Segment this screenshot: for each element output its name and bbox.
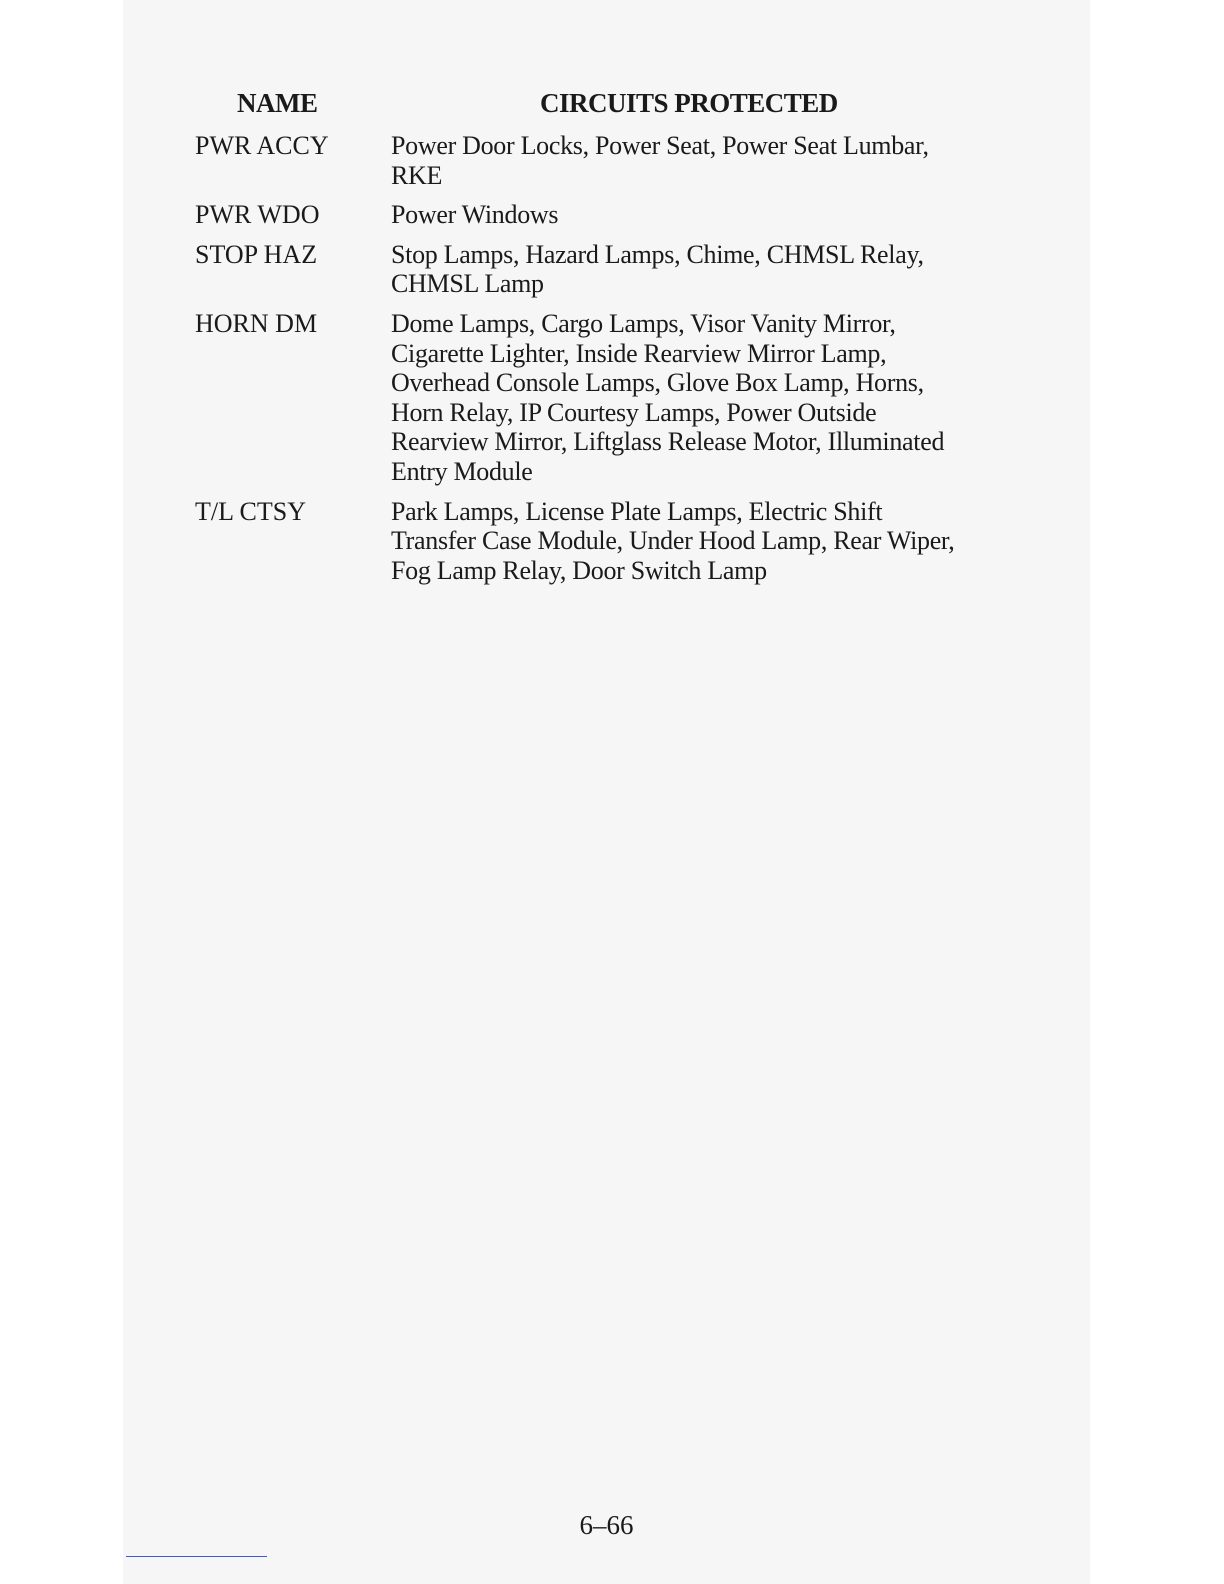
fuse-name: HORN DM [195, 308, 318, 338]
circuits-protected [391, 200, 1011, 230]
fuse-name: T/L CTSY [195, 496, 306, 526]
circuit-line: Power Door Locks, Power Seat, Power Seat Lumbar, [391, 131, 929, 160]
column-header-name: NAME [237, 88, 318, 118]
fuse-name: PWR ACCY [195, 131, 329, 160]
circuit-line: Rearview Mirror, Liftglass Release Motor, Illuminated [391, 427, 945, 457]
circuits-protected [391, 497, 1011, 586]
circuit-line: CHMSL Lamp [391, 269, 544, 299]
circuits-protected [391, 240, 1011, 299]
table-row [123, 309, 1090, 487]
circuits-protected [391, 131, 1011, 190]
table-row [123, 240, 1090, 299]
circuit-line: Dome Lamps, Cargo Lamps, Visor Vanity Mirror, [391, 308, 896, 338]
fuse-name: STOP HAZ [195, 239, 318, 269]
manual-page [123, 0, 1090, 1584]
circuit-line: Power Windows [391, 200, 559, 230]
circuit-line: Stop Lamps, Hazard Lamps, Chime, CHMSL Relay, [391, 239, 924, 269]
circuit-line: Cigarette Lighter, Inside Rearview Mirror Lamp, [391, 338, 887, 368]
circuit-line: Fog Lamp Relay, Door Switch Lamp [391, 555, 767, 585]
circuit-line: Park Lamps, License Plate Lamps, Electric Shift [391, 496, 883, 526]
column-header-circuits: CIRCUITS PROTECTED [540, 88, 838, 118]
circuit-line: Entry Module [391, 456, 533, 486]
page-number: 6–66 [579, 1510, 634, 1540]
circuits-protected [391, 309, 1011, 487]
fuse-name: PWR WDO [195, 200, 320, 230]
table-row [123, 131, 1090, 190]
table-row [123, 497, 1090, 586]
fuse-table [123, 131, 1090, 595]
table-row [123, 200, 1090, 230]
circuit-line: Transfer Case Module, Under Hood Lamp, Rear Wiper, [391, 526, 955, 556]
circuit-line: Overhead Console Lamps, Glove Box Lamp, Horns, [391, 368, 924, 398]
circuit-line: Horn Relay, IP Courtesy Lamps, Power Outside [391, 397, 877, 427]
circuit-line: RKE [391, 160, 443, 190]
footer-link-underline[interactable] [126, 1556, 267, 1557]
